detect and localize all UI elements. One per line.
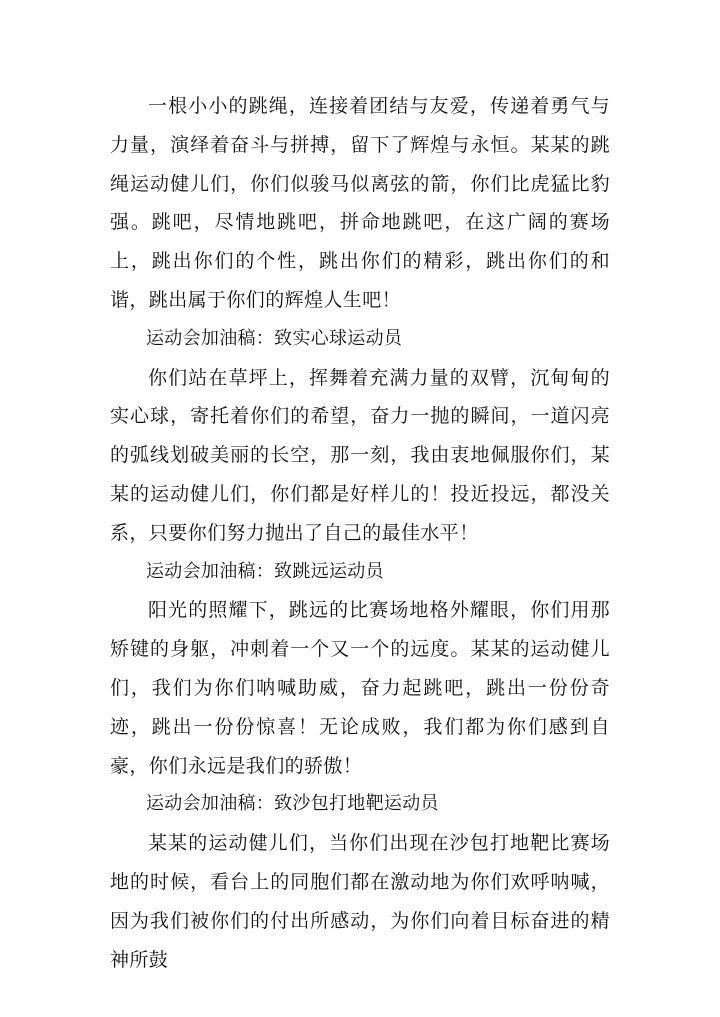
paragraph-sandbag-target: 某某的运动健儿们，当你们出现在沙包打地靶比赛场地的时候，看台上的同胞们都在激动地为你们欢呼呐喊，因为我们被你们的付出所感动，为你们向着目标奋进的精神所鼓 — [110, 832, 610, 971]
heading-shot-put: 运动会加油稿：致实心球运动员 — [146, 327, 403, 349]
heading-long-jump: 运动会加油稿：致跳远运动员 — [146, 560, 384, 582]
paragraph-long-jump: 阳光的照耀下，跳远的比赛场地格外耀眼，你们用那矫键的身躯，冲刺着一个又一个的远度。某某的运动健儿们，我们为你们呐喊助威，奋力起跳吧，跳出一份份奇迹，跳出一份份惊喜！无论成败，我们都为你们感到自豪，你们永远是我们的骄傲！ — [110, 599, 610, 777]
paragraph-shot-put: 你们站在草坪上，挥舞着充满力量的双臂，沉甸甸的实心球，寄托着你们的希望，奋力一抛的瞬间，一道闪亮的弧线划破美丽的长空，那一刻，我由衷地佩服你们，某某的运动健儿们，你们都是好样儿的！投近投远，都没关系，只要你们努力抛出了自己的最佳水平！ — [110, 366, 610, 544]
heading-sandbag-target: 运动会加油稿：致沙包打地靶运动员 — [146, 793, 439, 815]
paragraph-jump-rope: 一根小小的跳绳，连接着团结与友爱，传递着勇气与力量，演绎着奋斗与拼搏，留下了辉煌与永恒。某某的跳绳运动健儿们，你们似骏马似离弦的箭，你们比虎猛比豹强。跳吧，尽情地跳吧，拼命地跳吧，在这广阔的赛场上，跳出你们的个性，跳出你们的精彩，跳出你们的和谐，跳出属于你们的辉煌人生吧！ — [110, 95, 610, 311]
